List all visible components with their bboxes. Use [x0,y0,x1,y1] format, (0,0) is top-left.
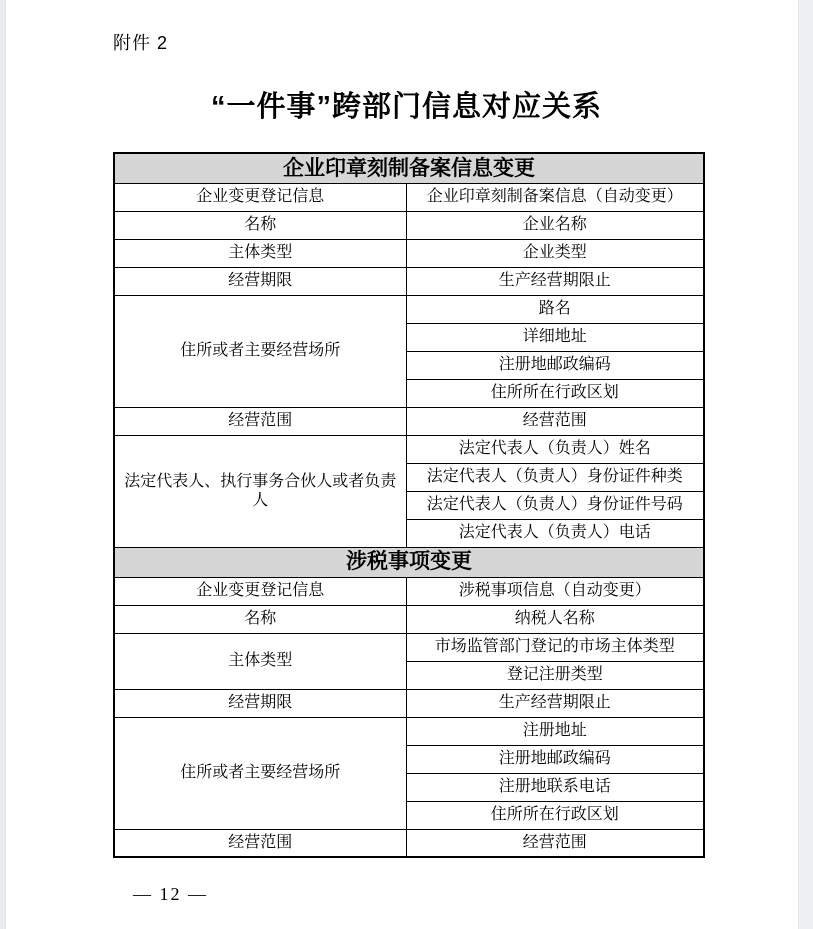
page-title: “一件事”跨部门信息对应关系 [210,91,602,123]
target-field-cell: 法定代表人（负责人）电话 [406,519,704,547]
table-row [114,295,704,323]
table-row [114,605,704,633]
source-field-cell: 经营期限 [114,689,406,717]
page-right-gutter [798,0,813,929]
column-header-left: 企业变更登记信息 [114,183,406,211]
table-row [114,435,704,463]
table-row [114,689,704,717]
source-field-cell: 名称 [114,605,406,633]
section-header-row [114,153,704,183]
table-row [114,829,704,857]
table-row [114,407,704,435]
target-field-cell: 法定代表人（负责人）姓名 [406,435,704,463]
table-row [114,239,704,267]
column-header-right: 企业印章刻制备案信息（自动变更） [406,183,704,211]
target-field-cell: 企业名称 [406,211,704,239]
section-header-row [114,547,704,577]
column-header-row [114,183,704,211]
target-field-cell: 登记注册类型 [406,661,704,689]
target-field-cell: 注册地邮政编码 [406,745,704,773]
target-field-cell: 企业类型 [406,239,704,267]
target-field-cell: 注册地址 [406,717,704,745]
target-field-cell: 经营范围 [406,829,704,857]
source-field-cell: 法定代表人、执行事务合伙人或者负责人 [114,435,406,547]
target-field-cell: 纳税人名称 [406,605,704,633]
target-field-cell: 法定代表人（负责人）身份证件种类 [406,463,704,491]
source-field-cell: 主体类型 [114,239,406,267]
mapping-table [113,152,705,858]
column-header-row [114,577,704,605]
target-field-cell: 法定代表人（负责人）身份证件号码 [406,491,704,519]
section-header: 企业印章刻制备案信息变更 [114,153,704,183]
mapping-table-body [114,153,704,857]
target-field-cell: 市场监管部门登记的市场主体类型 [406,633,704,661]
target-field-cell: 经营范围 [406,407,704,435]
target-field-cell: 生产经营期限止 [406,689,704,717]
table-row [114,717,704,745]
column-header-right: 涉税事项信息（自动变更） [406,577,704,605]
section-header: 涉税事项变更 [114,547,704,577]
target-field-cell: 详细地址 [406,323,704,351]
table-row [114,267,704,295]
source-field-cell: 名称 [114,211,406,239]
source-field-cell: 经营范围 [114,407,406,435]
target-field-cell: 注册地联系电话 [406,773,704,801]
source-field-cell: 经营范围 [114,829,406,857]
source-field-cell: 经营期限 [114,267,406,295]
mapping-table-container [113,152,705,858]
column-header-left: 企业变更登记信息 [114,577,406,605]
source-field-cell: 住所或者主要经营场所 [114,295,406,407]
target-field-cell: 路名 [406,295,704,323]
source-field-cell: 主体类型 [114,633,406,689]
table-row [114,633,704,661]
page-number: — 12 — [133,884,208,904]
attachment-label: 附件 2 [113,33,169,53]
page-left-gutter [0,0,6,929]
target-field-cell: 住所所在行政区划 [406,379,704,407]
target-field-cell: 生产经营期限止 [406,267,704,295]
source-field-cell: 住所或者主要经营场所 [114,717,406,829]
table-row [114,211,704,239]
target-field-cell: 住所所在行政区划 [406,801,704,829]
target-field-cell: 注册地邮政编码 [406,351,704,379]
